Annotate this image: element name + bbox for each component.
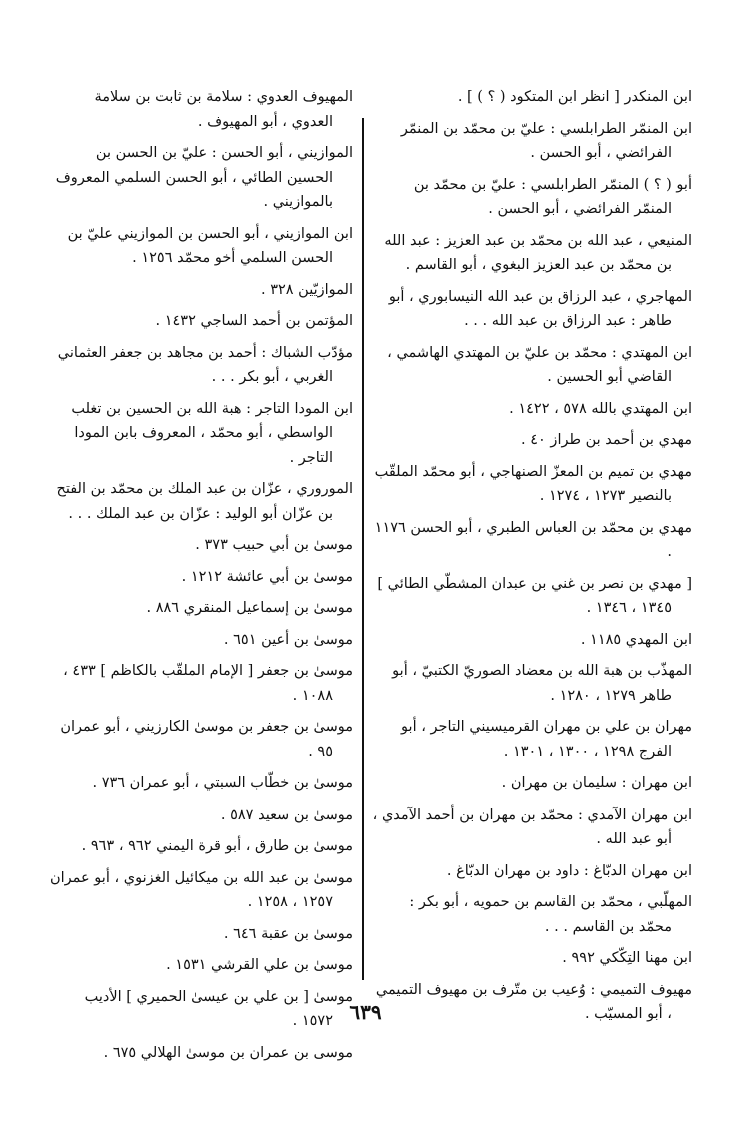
index-entry: موسىٰ بن سعيد ٥٨٧ . [220, 806, 353, 823]
index-entry: ابن مهران الآمدي : محمّد بن مهران بن أحمد الآمدي ، أبو عبد الله . [372, 806, 692, 847]
index-entry: [ مهدي بن نصر بن غني بن عبدان المشطّي الطائي ] ١٣٤٥ ، ١٣٤٦ . [377, 575, 692, 616]
left-column [50, 85, 353, 1072]
index-entry: ابن المنمّر الطرابلسي : عليّ بن محمّد بن المنمّر الفرائضي ، أبو الحسن . [400, 120, 692, 161]
index-entry: مهدي بن تميم بن المعزّ الصنهاجي ، أبو محمّد الملقّب بالنصير ١٢٧٣ ، ١٢٧٤ . [374, 463, 692, 504]
index-entry: ابن المهتدي بالله ٥٧٨ ، ١٤٢٢ . [509, 400, 692, 417]
index-entry: ابن مهنا التِكّكي ٩٩٢ . [562, 950, 692, 966]
index-entry: ابن المودا التاجر : هبة الله بن الحسين بن تغلب الواسطي ، أبو محمّد ، المعروف بابن المودا التاجر . [71, 400, 353, 466]
index-entry: موسىٰ بن أعين ٦٥١ . [223, 631, 353, 648]
index-entry: موسىٰ بن جعفر بن موسىٰ الكارزيني ، أبو عمران ٩٥ . [60, 719, 353, 760]
index-entry: موسىٰ بن عقبة ٦٤٦ . [223, 925, 353, 942]
right-column [372, 85, 692, 1034]
index-entry: المهذّب بن هبة الله بن معضاد الصوريّ الكتبيّ ، أبو طاهر ١٢٧٩ ، ١٢٨٠ . [392, 663, 692, 704]
index-entry: المؤتمن بن أحمد الساجي ١٤٣٢ . [155, 313, 353, 329]
index-entry: ابن الموازيني ، أبو الحسن بن الموازيني عليّ بن الحسن السلمي أخو محمّد ١٢٥٦ . [67, 225, 353, 266]
index-entry: المهاجري ، عبد الرزاق بن عبد الله النيسابوري ، أبو طاهر : عبد الرزاق بن عبد الله . . . [388, 288, 692, 329]
index-entry: أبو ( ؟ ) المنمّر الطرابلسي : عليّ بن محمّد بن المنمّر الفرائضي ، أبو الحسن . [413, 176, 692, 217]
index-entry: مؤدّب الشباك : أحمد بن مجاهد بن جعفر العثماني الغربي ، أبو بكر . . . [57, 344, 353, 385]
index-entry: الموروري ، عزّان بن عبد الملك بن محمّد بن الفتح بن عزّان أبو الوليد : عزّان بن عبد الملك . . . [56, 481, 353, 522]
index-entry: مهيوف التميمي : وُعيب بن متّرف بن مهيوف التميمي ، أبو المسيّب . [375, 981, 692, 1022]
index-entry: الموازيني ، أبو الحسن : عليّ بن الحسن بن الحسين الطائي ، أبو الحسن السلمي المعروف بالموازيني . [55, 145, 353, 210]
index-entry: موسى بن عمران بن موسىٰ الهلالي ٦٧٥ . [103, 1044, 353, 1061]
index-entry: موسىٰ [ بن علي بن عيسىٰ الحميري ] الأديب ١٥٧٢ . [84, 988, 353, 1029]
column-divider [362, 118, 364, 980]
index-entry: موسىٰ بن عبد الله بن ميكائيل الغزنوي ، أبو عمران ١٢٥٧ ، ١٢٥٨ . [49, 869, 353, 910]
index-entry: المهلّبي ، محمّد بن القاسم بن حمويه ، أبو بكر : محمّد بن القاسم . . . [409, 894, 692, 935]
index-entry: موسىٰ بن جعفر [ الإمام الملقّب بالكاظم ] ٤٣٣ ، ١٠٨٨ . [63, 663, 353, 704]
index-entry: موسىٰ بن علي القرشي ١٥٣١ . [166, 957, 353, 973]
index-entry: مهران بن علي بن مهران القرميسيني التاجر ، أبو الفرج ١٢٩٨ ، ١٣٠٠ ، ١٣٠١ . [401, 719, 692, 760]
index-entry: ابن المنكدر [ انظر ابن المتكود ( ؟ ) ] . [457, 89, 692, 105]
index-entry: موسىٰ بن أبي عائشة ١٢١٢ . [181, 568, 353, 585]
index-entry: ابن مهران : سليمان بن مهران . [501, 775, 692, 791]
index-entry: ابن مهران الدبّاغ : داود بن مهران الدبّاغ . [446, 862, 692, 879]
index-entry: الموازيّين ٣٢٨ . [260, 281, 353, 298]
index-entry: موسىٰ بن طارق ، أبو قرة اليمني ٩٦٢ ، ٩٦٣ . [81, 838, 353, 854]
index-entry: موسىٰ بن أبي حبيب ٣٧٣ . [195, 537, 353, 553]
index-entry: ابن المهتدي : محمّد بن عليّ بن المهتدي الهاشمي ، القاضي أبو الحسين . [387, 344, 692, 385]
index-entry: المهيوف العدوي : سلامة بن ثابت بن سلامة العدوي ، أبو المهيوف . [94, 89, 353, 130]
index-entry: ابن المهدي ١١٨٥ . [580, 631, 692, 648]
index-entry: مهدي بن محمّد بن العباس الطبري ، أبو الحسن ١١٧٦ . [374, 519, 692, 560]
index-entry: موسىٰ بن خطّاب السبتي ، أبو عمران ٧٣٦ . [92, 775, 353, 791]
index-entry: مهدي بن أحمد بن طراز ٤٠ . [521, 432, 692, 448]
page-number: ٦٣٩ [349, 1000, 382, 1024]
index-entry: المنيعي ، عبد الله بن محمّد بن عبد العزيز : عبد الله بن محمّد بن عبد العزيز البغوي ، أبو القاسم . [384, 232, 692, 273]
index-entry: موسىٰ بن إسماعيل المنقري ٨٨٦ . [146, 600, 353, 616]
